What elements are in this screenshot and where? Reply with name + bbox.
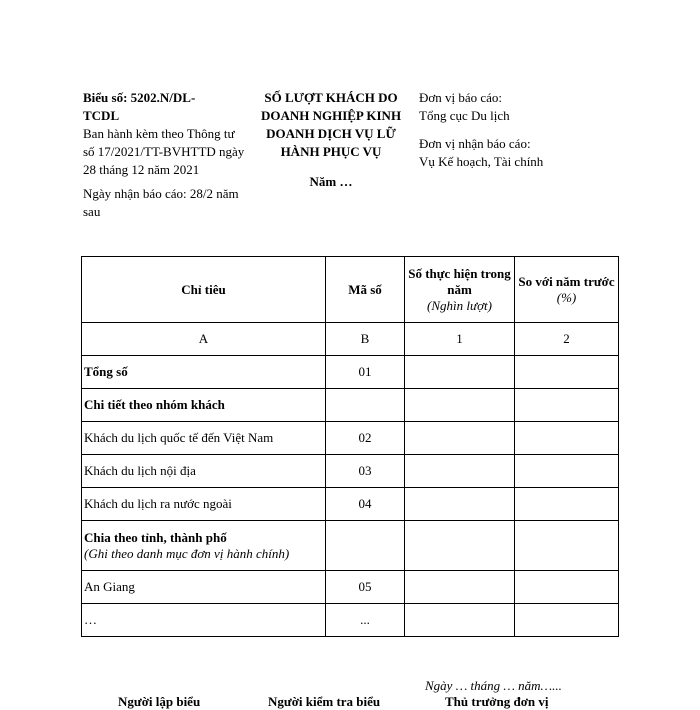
- reporting-unit-label: Đơn vị báo cáo:: [419, 90, 503, 105]
- issued-with: Ban hành kèm theo Thông tư số 17/2021/TT-BVHTTD ngày 28 tháng 12 năm 2021: [83, 126, 245, 177]
- row-actual-cell: [405, 571, 515, 604]
- row-label: …: [82, 604, 326, 637]
- col-letter: B: [326, 323, 405, 356]
- row-code: ...: [326, 604, 405, 637]
- row-label: Chia theo tỉnh, thành phố: [84, 529, 227, 545]
- row-label: Khách du lịch ra nước ngoài: [82, 488, 326, 521]
- row-code: 02: [326, 422, 405, 455]
- row-code: [326, 389, 405, 422]
- col-header-compare-unit: (%): [556, 289, 577, 305]
- table-row: [82, 571, 619, 604]
- table-row: [82, 389, 619, 422]
- reporting-unit: Tổng cục Du lịch: [419, 108, 510, 123]
- row-label: Khách du lịch nội địa: [82, 455, 326, 488]
- row-compare-cell: [515, 455, 619, 488]
- col-header-compare: [515, 257, 619, 323]
- row-compare-cell: [515, 571, 619, 604]
- row-label: Khách du lịch quốc tế đến Việt Nam: [82, 422, 326, 455]
- col-header-compare-label: So với năm trước: [518, 273, 615, 289]
- signature-date: Ngày … tháng … năm…...: [425, 678, 562, 693]
- row-compare-cell: [515, 422, 619, 455]
- row-actual-cell: [405, 455, 515, 488]
- row-actual-cell: [405, 356, 515, 389]
- col-header-code: Mã số: [326, 257, 405, 323]
- unit-info: [419, 89, 619, 171]
- receiving-unit: Vụ Kế hoạch, Tài chính: [419, 154, 544, 169]
- row-actual-cell: [405, 389, 515, 422]
- row-actual-cell: [405, 488, 515, 521]
- col-header-actual-unit: (Nghìn lượt): [427, 297, 492, 313]
- row-compare-cell: [515, 488, 619, 521]
- report-title-block: [252, 89, 410, 191]
- row-note: (Ghi theo danh mục đơn vị hành chính): [84, 545, 290, 561]
- signer-head: Thủ trưởng đơn vị: [445, 694, 549, 709]
- table-header-row: [82, 257, 619, 323]
- form-code: Biểu số: 5202.N/DL-: [83, 90, 196, 105]
- table-row: [82, 422, 619, 455]
- row-compare-cell: [515, 389, 619, 422]
- row-label: An Giang: [82, 571, 326, 604]
- row-actual-cell: [405, 521, 515, 571]
- row-code: [326, 521, 405, 571]
- form-code-agency: TCDL: [83, 108, 120, 123]
- row-actual-cell: [405, 604, 515, 637]
- form-info: [83, 89, 248, 221]
- signer-preparer: Người lập biểu: [118, 694, 201, 709]
- row-compare-cell: [515, 521, 619, 571]
- table-row: [82, 604, 619, 637]
- col-letter: 2: [515, 323, 619, 356]
- report-table: [81, 256, 619, 637]
- row-label: Chi tiết theo nhóm khách: [82, 389, 326, 422]
- row-compare-cell: [515, 604, 619, 637]
- table-row: [82, 455, 619, 488]
- signer-checker: Người kiểm tra biểu: [268, 694, 381, 709]
- report-title: SỐ LƯỢT KHÁCH DO DOANH NGHIỆP KINH DOANH DỊCH VỤ LỮ HÀNH PHỤC VỤ: [260, 90, 402, 159]
- row-label-cell: [82, 521, 326, 571]
- col-letter: 1: [405, 323, 515, 356]
- column-letter-row: [82, 323, 619, 356]
- report-year: Năm …: [309, 174, 353, 189]
- col-header-actual: [405, 257, 515, 323]
- row-code: 03: [326, 455, 405, 488]
- row-actual-cell: [405, 422, 515, 455]
- table-row: [82, 488, 619, 521]
- table-row: [82, 521, 619, 571]
- row-code: 01: [326, 356, 405, 389]
- col-header-actual-label: Số thực hiện trong năm: [408, 265, 511, 297]
- row-label: Tổng số: [82, 356, 326, 389]
- col-letter: A: [82, 323, 326, 356]
- row-code: 04: [326, 488, 405, 521]
- col-header-indicator: Chỉ tiêu: [82, 257, 326, 323]
- table-row: [82, 356, 619, 389]
- receive-date: Ngày nhận báo cáo: 28/2 năm sau: [83, 186, 239, 219]
- row-compare-cell: [515, 356, 619, 389]
- row-code: 05: [326, 571, 405, 604]
- receiving-unit-label: Đơn vị nhận báo cáo:: [419, 136, 531, 151]
